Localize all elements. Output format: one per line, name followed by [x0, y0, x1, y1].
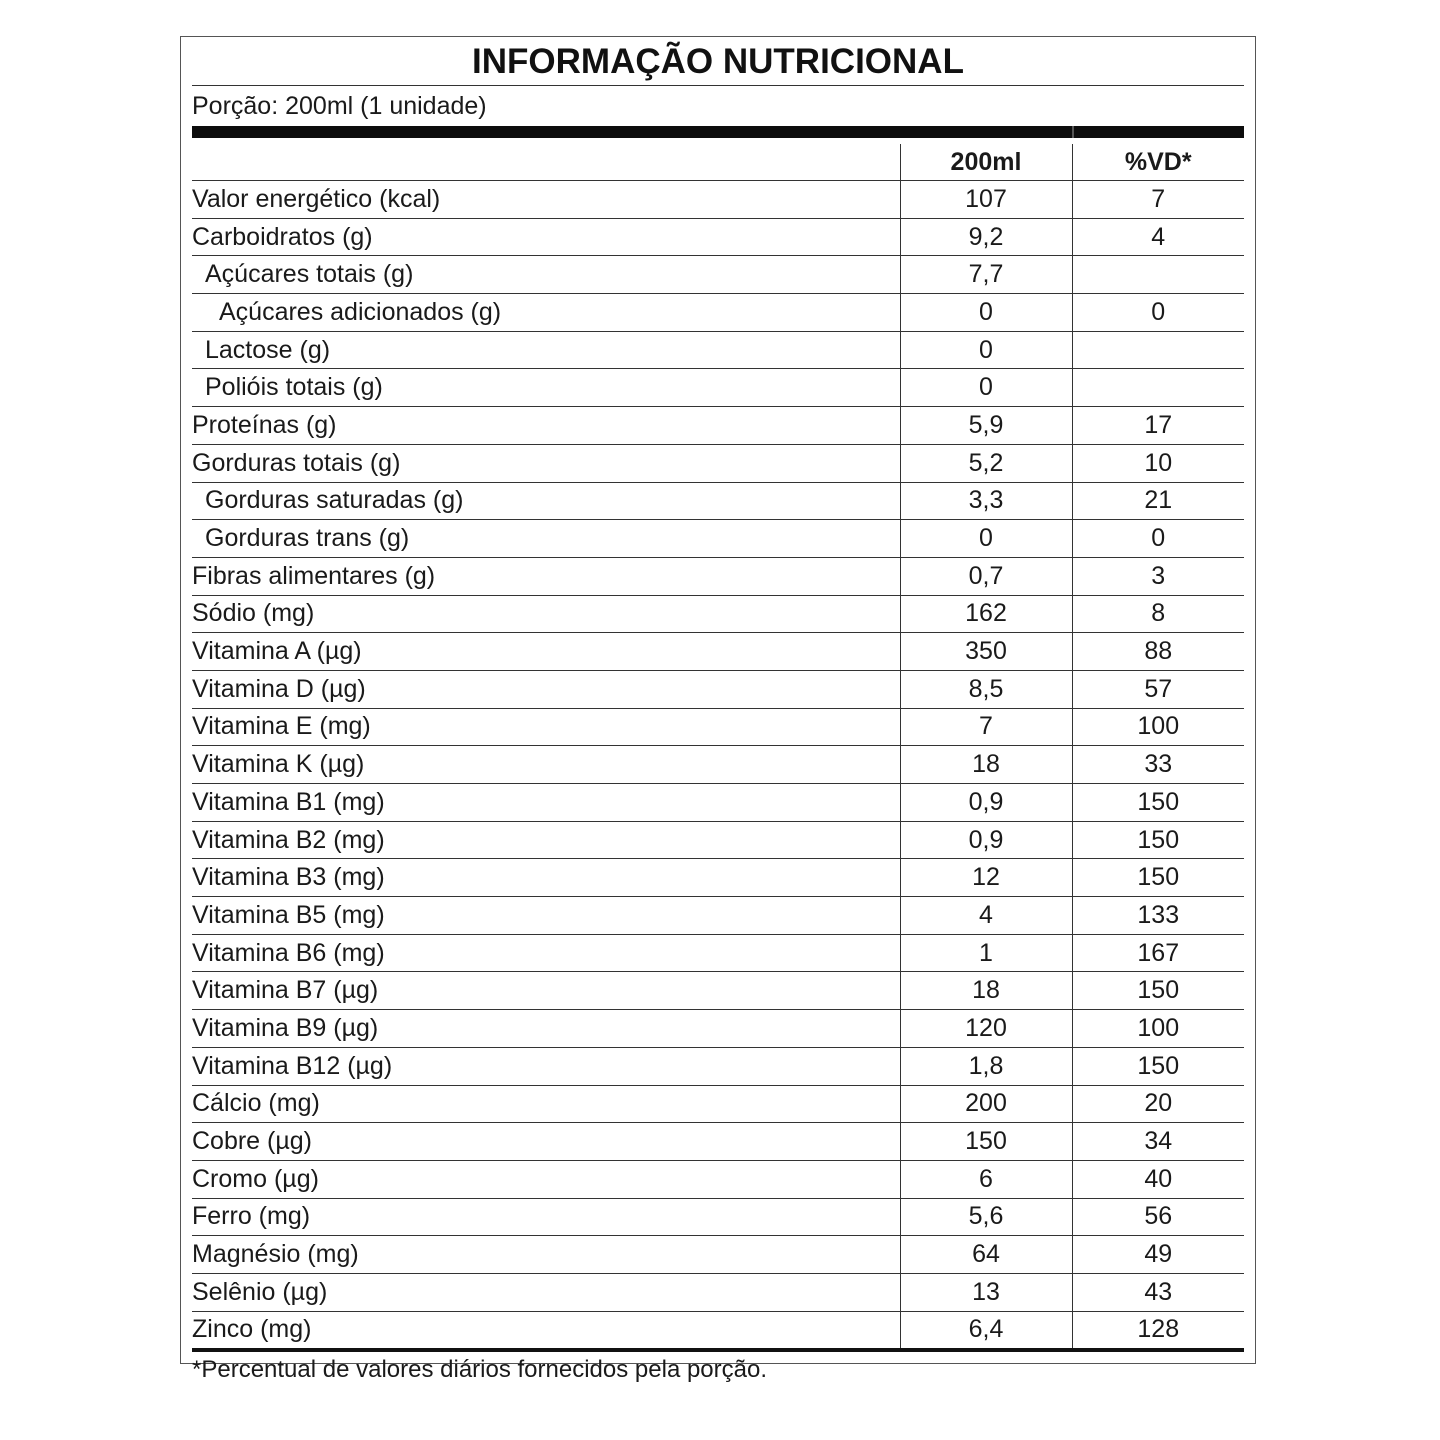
nutrition-label — [180, 36, 1256, 1384]
table-row — [192, 1010, 1244, 1048]
serving-amount: 6 — [900, 1160, 1072, 1198]
table-row — [192, 633, 1244, 671]
serving-amount: 0 — [900, 520, 1072, 558]
nutrient-name: Vitamina B12 (µg) — [192, 1047, 900, 1085]
header-serving: 200ml — [900, 144, 1072, 181]
daily-value-percent: 7 — [1072, 181, 1244, 219]
serving-amount: 0 — [900, 294, 1072, 332]
daily-value-percent: 167 — [1072, 934, 1244, 972]
nutrient-name: Açúcares totais (g) — [192, 256, 900, 294]
daily-value-percent: 133 — [1072, 897, 1244, 935]
table-row — [192, 482, 1244, 520]
nutrient-name: Gorduras totais (g) — [192, 444, 900, 482]
daily-value-percent — [1072, 331, 1244, 369]
serving-amount: 150 — [900, 1123, 1072, 1161]
table-row — [192, 1047, 1244, 1085]
table-row — [192, 294, 1244, 332]
daily-value-percent: 40 — [1072, 1160, 1244, 1198]
serving-amount: 0 — [900, 369, 1072, 407]
serving-amount: 0 — [900, 331, 1072, 369]
serving-amount: 1 — [900, 934, 1072, 972]
daily-value-percent: 10 — [1072, 444, 1244, 482]
table-row — [192, 1085, 1244, 1123]
nutrient-name: Cobre (µg) — [192, 1123, 900, 1161]
table-header-row — [192, 144, 1244, 181]
serving-amount: 162 — [900, 595, 1072, 633]
nutrition-table — [192, 144, 1244, 1348]
serving-amount: 1,8 — [900, 1047, 1072, 1085]
nutrient-name: Lactose (g) — [192, 331, 900, 369]
nutrient-name: Vitamina B6 (mg) — [192, 934, 900, 972]
column-notch — [1072, 126, 1074, 138]
table-row — [192, 595, 1244, 633]
nutrient-name: Açúcares adicionados (g) — [192, 294, 900, 332]
table-row — [192, 520, 1244, 558]
label-title: INFORMAÇÃO NUTRICIONAL — [192, 37, 1244, 86]
footnote: *Percentual de valores diários fornecidos pela porção. — [192, 1356, 768, 1384]
nutrient-name: Vitamina E (mg) — [192, 708, 900, 746]
table-row — [192, 331, 1244, 369]
daily-value-percent: 0 — [1072, 294, 1244, 332]
daily-value-percent: 150 — [1072, 784, 1244, 822]
table-row — [192, 934, 1244, 972]
table-row — [192, 1160, 1244, 1198]
serving-amount: 5,9 — [900, 407, 1072, 445]
nutrition-rows — [192, 181, 1244, 1349]
nutrient-name: Ferro (mg) — [192, 1198, 900, 1236]
table-row — [192, 746, 1244, 784]
nutrient-name: Carboidratos (g) — [192, 218, 900, 256]
serving-amount: 5,2 — [900, 444, 1072, 482]
daily-value-percent: 43 — [1072, 1273, 1244, 1311]
nutrient-name: Zinco (mg) — [192, 1315, 312, 1344]
table-row — [192, 708, 1244, 746]
serving-amount: 18 — [900, 972, 1072, 1010]
serving-amount: 3,3 — [900, 482, 1072, 520]
daily-value-percent — [1072, 369, 1244, 407]
thick-divider — [192, 126, 1244, 138]
portion-size: Porção: 200ml (1 unidade) — [192, 92, 487, 120]
serving-amount: 0,9 — [900, 784, 1072, 822]
serving-amount: 64 — [900, 1236, 1072, 1274]
table-row — [192, 859, 1244, 897]
table-row — [192, 1236, 1244, 1274]
header-nutrient — [192, 144, 900, 181]
table-row — [192, 1123, 1244, 1161]
nutrient-name: Cálcio (mg) — [192, 1085, 900, 1123]
nutrient-name: Vitamina D (µg) — [192, 670, 900, 708]
serving-amount: 200 — [900, 1085, 1072, 1123]
table-row — [192, 897, 1244, 935]
nutrient-name: Vitamina K (µg) — [192, 746, 900, 784]
serving-amount: 7,7 — [900, 256, 1072, 294]
table-row — [192, 1273, 1244, 1311]
serving-amount: 8,5 — [900, 670, 1072, 708]
nutrient-name: Polióis totais (g) — [192, 369, 900, 407]
daily-value-percent: 128 — [1072, 1311, 1244, 1348]
table-row — [192, 1311, 1244, 1348]
nutrient-name: Vitamina B3 (mg) — [192, 859, 900, 897]
table-row — [192, 369, 1244, 407]
table-row — [192, 821, 1244, 859]
daily-value-percent: 34 — [1072, 1123, 1244, 1161]
daily-value-percent: 4 — [1072, 218, 1244, 256]
nutrient-name: Vitamina B2 (mg) — [192, 821, 900, 859]
table-row — [192, 557, 1244, 595]
table-row — [192, 407, 1244, 445]
daily-value-percent: 100 — [1072, 1010, 1244, 1048]
daily-value-percent: 57 — [1072, 670, 1244, 708]
table-row — [192, 670, 1244, 708]
header-daily-value: %VD* — [1072, 144, 1244, 181]
daily-value-percent: 3 — [1072, 557, 1244, 595]
serving-amount: 4 — [900, 897, 1072, 935]
nutrient-name: Magnésio (mg) — [192, 1236, 900, 1274]
daily-value-percent: 100 — [1072, 708, 1244, 746]
nutrient-name: Fibras alimentares (g) — [192, 557, 900, 595]
serving-amount: 9,2 — [900, 218, 1072, 256]
serving-amount: 120 — [900, 1010, 1072, 1048]
table-row — [192, 1198, 1244, 1236]
serving-amount: 6,4 — [900, 1311, 1072, 1348]
serving-amount: 0,7 — [900, 557, 1072, 595]
nutrient-name: Gorduras saturadas (g) — [192, 482, 900, 520]
serving-amount: 12 — [900, 859, 1072, 897]
daily-value-percent: 150 — [1072, 859, 1244, 897]
daily-value-percent: 150 — [1072, 821, 1244, 859]
nutrient-name: Proteínas (g) — [192, 407, 900, 445]
nutrient-name: Vitamina B1 (mg) — [192, 784, 900, 822]
serving-amount: 18 — [900, 746, 1072, 784]
daily-value-percent — [1072, 256, 1244, 294]
nutrient-name: Sódio (mg) — [192, 595, 900, 633]
daily-value-percent: 150 — [1072, 972, 1244, 1010]
daily-value-percent: 0 — [1072, 520, 1244, 558]
daily-value-percent: 88 — [1072, 633, 1244, 671]
table-row — [192, 784, 1244, 822]
table-row — [192, 218, 1244, 256]
table-row — [192, 972, 1244, 1010]
nutrient-name: Vitamina A (µg) — [192, 633, 900, 671]
daily-value-percent: 17 — [1072, 407, 1244, 445]
nutrient-name: Vitamina B9 (µg) — [192, 1010, 900, 1048]
serving-amount: 107 — [900, 181, 1072, 219]
daily-value-percent: 56 — [1072, 1198, 1244, 1236]
nutrient-name: Vitamina B5 (mg) — [192, 897, 900, 935]
serving-amount: 13 — [900, 1273, 1072, 1311]
daily-value-percent: 49 — [1072, 1236, 1244, 1274]
nutrient-name: Cromo (µg) — [192, 1160, 900, 1198]
nutrient-name: Gorduras trans (g) — [192, 520, 900, 558]
nutrient-name: Vitamina B7 (µg) — [192, 972, 900, 1010]
daily-value-percent: 20 — [1072, 1085, 1244, 1123]
nutrient-name: Valor energético (kcal) — [192, 181, 900, 219]
serving-amount: 5,6 — [900, 1198, 1072, 1236]
daily-value-percent: 21 — [1072, 482, 1244, 520]
serving-amount: 7 — [900, 708, 1072, 746]
daily-value-percent: 150 — [1072, 1047, 1244, 1085]
nutrient-name: Selênio (µg) — [192, 1273, 900, 1311]
serving-amount: 350 — [900, 633, 1072, 671]
daily-value-percent: 8 — [1072, 595, 1244, 633]
serving-amount: 0,9 — [900, 821, 1072, 859]
table-row — [192, 444, 1244, 482]
nutrition-label-body — [192, 37, 1244, 1388]
table-row — [192, 181, 1244, 219]
table-row — [192, 256, 1244, 294]
daily-value-percent: 33 — [1072, 746, 1244, 784]
